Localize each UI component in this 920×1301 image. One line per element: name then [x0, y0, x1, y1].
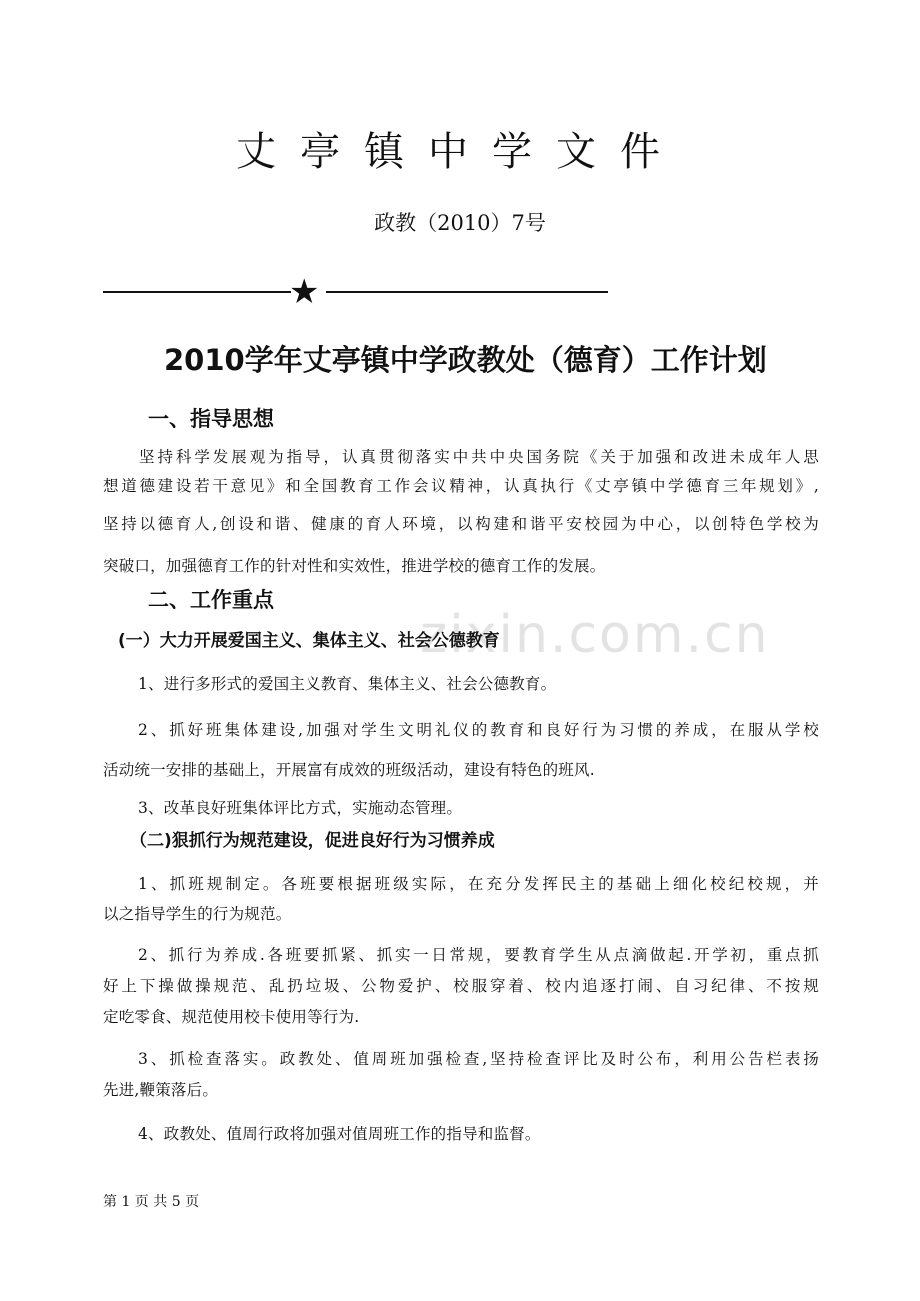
document-number: 政教（2010）7号	[374, 211, 546, 235]
paragraph-line: 1、抓班规制定。各班要根据班级实际，在充分发挥民主的基础上细化校纪校规，并	[138, 875, 819, 893]
paragraph-line: 2、抓行为养成.各班要抓紧、抓实一日常规，要教育学生从点滴做起.开学初，重点抓	[138, 946, 819, 964]
page-footer: 第 1 页 共 5 页	[103, 1194, 200, 1210]
divider-line-left	[103, 291, 291, 293]
paragraph-line: 先进,鞭策落后。	[103, 1081, 219, 1099]
paragraph-line: 3、抓检查落实。政教处、值周班加强检查,坚持检查评比及时公布，利用公告栏表扬	[138, 1050, 819, 1068]
section-heading-work-focus: 二、工作重点	[148, 588, 274, 612]
paragraph-line: 想道德建设若干意见》和全国教育工作会议精神，认真执行《丈亭镇中学德育三年规划》,	[103, 477, 819, 495]
paragraph-line: 突破口，加强德育工作的针对性和实效性，推进学校的德育工作的发展。	[103, 557, 606, 575]
paragraph-line: 坚持科学发展观为指导，认真贯彻落实中共中央国务院《关于加强和改进未成年人思	[139, 448, 819, 466]
paragraph-line: 活动统一安排的基础上，开展富有成效的班级活动，建设有特色的班风.	[103, 761, 595, 779]
paragraph-line: 1、进行多形式的爱国主义教育、集体主义、社会公德教育。	[138, 675, 557, 693]
paragraph-line: 好上下操做操规范、乱扔垃圾、公物爱护、校服穿着、校内追逐打闹、自习纪律、不按规	[103, 977, 819, 995]
paragraph-line: 2、抓好班集体建设,加强对学生文明礼仪的教育和良好行为习惯的养成，在服从学校	[138, 721, 819, 739]
subsection-heading-behavior-norms: （二)狠抓行为规范建设，促进良好行为习惯养成	[130, 831, 495, 851]
watermark-text: zixin.com.cn	[420, 605, 770, 665]
paragraph-line: 3、改革良好班集体评比方式，实施动态管理。	[138, 799, 463, 817]
paragraph-line: 以之指导学生的行为规范。	[103, 905, 292, 923]
document-title: 2010学年丈亭镇中学政教处（德育）工作计划	[164, 343, 767, 377]
divider-line-right	[326, 291, 608, 293]
document-header: 丈亭镇中学文件	[236, 129, 684, 175]
subsection-heading-patriotism: (一）大力开展爱国主义、集体主义、社会公德教育	[118, 631, 500, 651]
paragraph-line: 4、政教处、值周行政将加强对值周班工作的指导和监督。	[138, 1125, 541, 1143]
section-heading-guiding-ideology: 一、指导思想	[148, 407, 274, 431]
paragraph-line: 坚持以德育人,创设和谐、健康的育人环境，以构建和谐平安校园为中心，以创特色学校为	[103, 515, 819, 533]
star-icon: ★	[289, 272, 320, 312]
paragraph-line: 定吃零食、规范使用校卡使用等行为.	[103, 1008, 360, 1026]
